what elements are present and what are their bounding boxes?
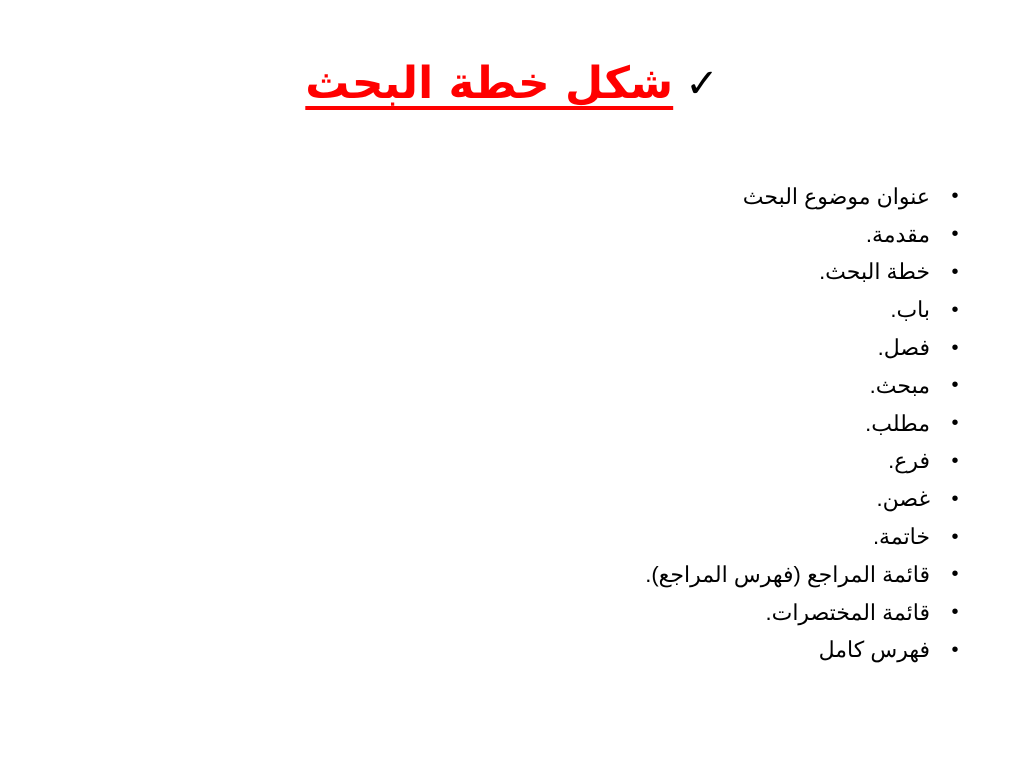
- list-item-text: مقدمة.: [865, 221, 930, 247]
- list-item: [346, 216, 966, 254]
- list-item: [346, 594, 966, 632]
- list-item-text: باب.: [890, 297, 930, 323]
- list-item-text: فصل.: [877, 335, 930, 361]
- list-item-text: خطة البحث.: [819, 259, 930, 285]
- list-item-text: قائمة المختصرات.: [765, 599, 930, 625]
- bullet-icon: •: [951, 449, 959, 472]
- bullet-icon: •: [951, 638, 959, 661]
- list-item-text: غصن.: [876, 486, 930, 512]
- bullet-icon: •: [951, 487, 959, 510]
- list-item: [346, 178, 966, 216]
- bullet-icon: •: [951, 336, 959, 359]
- list-item: [346, 405, 966, 443]
- list-item: [346, 329, 966, 367]
- list-item-text: قائمة المراجع (فهرس المراجع).: [645, 561, 930, 587]
- bullet-icon: •: [951, 601, 959, 624]
- bullet-icon: •: [951, 374, 959, 397]
- list-item-text: خاتمة.: [872, 524, 930, 550]
- list-item: [346, 518, 966, 556]
- bullet-list: [346, 178, 966, 669]
- title-row: [0, 58, 1024, 111]
- list-item-text: مبحث.: [869, 372, 930, 398]
- bullet-icon: •: [951, 298, 959, 321]
- list-item: [346, 556, 966, 594]
- list-item-text: فرع.: [888, 448, 930, 474]
- slide-title: شكل خطة البحث: [305, 58, 674, 109]
- list-item: [346, 480, 966, 518]
- list-item-text: فهرس كامل: [818, 637, 930, 663]
- bullet-icon: •: [951, 525, 959, 548]
- list-item: [346, 443, 966, 481]
- bullet-icon: •: [951, 563, 959, 586]
- bullet-icon: •: [951, 412, 959, 435]
- list-item: [346, 291, 966, 329]
- bullet-icon: •: [951, 260, 959, 283]
- list-item-text: مطلب.: [865, 410, 930, 436]
- list-item: [346, 632, 966, 670]
- list-item-text: عنوان موضوع البحث: [742, 183, 930, 209]
- bullet-icon: •: [951, 185, 959, 208]
- list-item: [346, 254, 966, 292]
- check-mark-icon: ✓: [685, 61, 719, 108]
- list-item: [346, 367, 966, 405]
- bullet-icon: •: [951, 223, 959, 246]
